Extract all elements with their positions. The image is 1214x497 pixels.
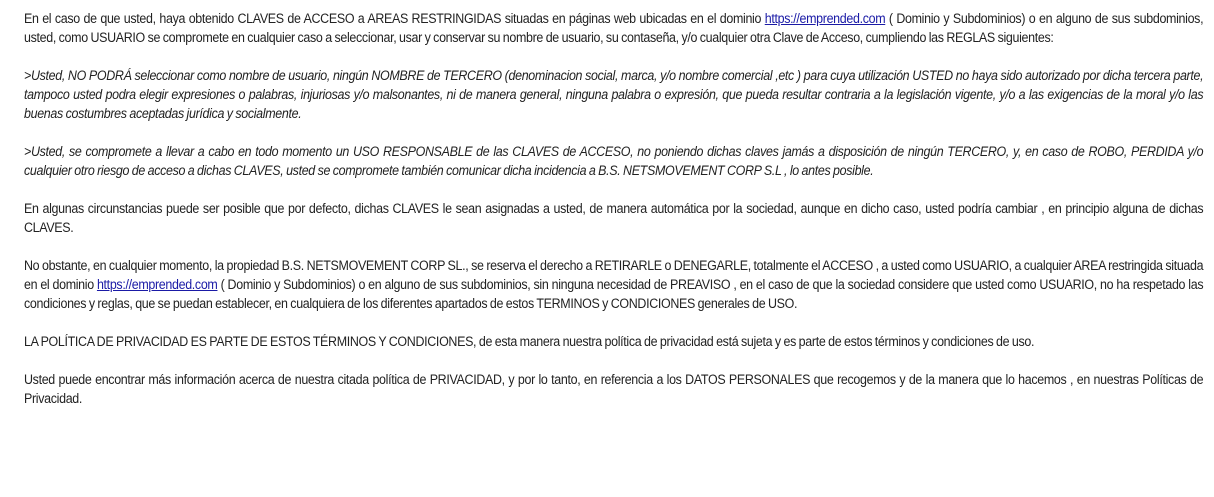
paragraph-text: No obstante, en cualquier momento, la propiedad B.S. NETSMOVEMENT CORP SL., se reserva el derecho a RETIRARLE o DENEGARLE, totalmente el ACCESO , a usted como USUARIO, a cualquier AREA restringida situada en el dominio <box>24 258 1204 292</box>
paragraph-rule-responsible-use: >Usted, se compromete a llevar a cabo en todo momento un USO RESPONSABLE de las CLAVES de ACCESO, no poniendo dichas claves jamás a disposición de ningún TERCERO, y, en caso de ROBO, PERDIDA y/o cualquier otro riesgo de acceso a dichas CLAVES, usted se compromete también comunicar dicha incidencia a B.S. NETSMOVEMENT CORP S.L , lo antes posible. <box>24 144 1204 178</box>
domain-link[interactable]: https://emprended.com <box>96 277 218 292</box>
paragraph-text: ( Dominio y Subdominios) o en alguno de sus subdominios, sin ninguna necesidad de PREAVISO , en el caso de que la sociedad considere que usted como USUARIO, no ha respetado las condiciones y reglas, que se puedan establecer, en cualquiera de los diferentes apartados de estos TERMINOS y CONDICIONES generales de USO. <box>24 277 1204 311</box>
domain-link[interactable]: https://emprended.com <box>764 11 886 26</box>
paragraph-privacy-policy: LA POLÍTICA DE PRIVACIDAD ES PARTE DE ESTOS TÉRMINOS Y CONDICIONES, de esta manera nuestra política de privacidad está sujeta y es parte de estos términos y condiciones de uso. <box>24 334 1035 349</box>
paragraph-rule-username: >Usted, NO PODRÁ seleccionar como nombre de usuario, ningún NOMBRE de TERCERO (denominacion social, marca, y/o nombre comercial ,etc ) para cuya utilización USTED no haya sido autorizado por dicha tercera parte, tampoco usted podra elegir expresiones o palabras, injuriosas y/o malsonantes, ni de manera general, ninguna palabra o expresión, que pueda resultar contraria a la legislación vigente, y/o a las exigencias de la moral y/o las buenas costumbres aceptadas jurídica y socialmente. <box>24 68 1204 121</box>
paragraph-access-revocation <box>24 256 1203 313</box>
paragraph-default-keys: En algunas circunstancias puede ser posible que por defecto, dichas CLAVES le sean asignadas a usted, de manera automática por la sociedad, aunque en dicho caso, usted podría cambiar , en principio alguna de dichas CLAVES. <box>24 201 1204 235</box>
paragraph-access-keys-intro <box>24 9 1203 47</box>
paragraph-more-info: Usted puede encontrar más información acerca de nuestra citada política de PRIVACIDAD, y por lo tanto, en referencia a los DATOS PERSONALES que recogemos y de la manera que lo hacemos , en nuestras Políticas de Privacidad. <box>24 372 1204 406</box>
paragraph-text: En el caso de que usted, haya obtenido CLAVES de ACCESO a AREAS RESTRINGIDAS situadas en páginas web ubicadas en el dominio <box>24 11 765 26</box>
terms-document <box>24 9 1203 427</box>
paragraph-text: ( Dominio y Subdominios) o en alguno de sus subdominios, usted, como USUARIO se compromete en cualquier caso a seleccionar, usar y conservar su nombre de usuario, su contaseña, y/o cualquier otra Clave de Acceso, cumpliendo las REGLAS siguientes: <box>24 11 1204 45</box>
